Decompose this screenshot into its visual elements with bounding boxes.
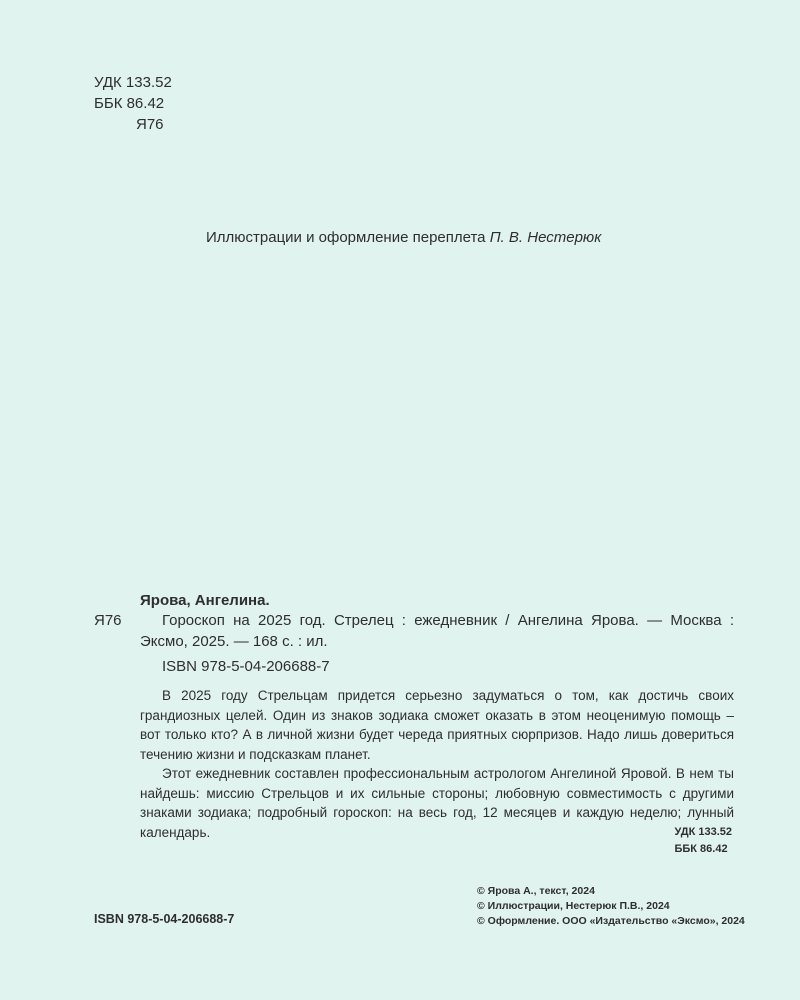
copyright-line: © Оформление. ООО «Издательство «Эксмо», 2024 xyxy=(477,915,745,927)
catalog-isbn: ISBN 978-5-04-206688-7 xyxy=(162,658,330,675)
credit-prefix: Иллюстрации и оформление переплета xyxy=(206,229,486,246)
catalog-bbk: ББК 86.42 xyxy=(674,843,728,855)
classification-block xyxy=(94,72,172,135)
catalog-udk: УДК 133.52 xyxy=(674,826,732,838)
catalog-annotation xyxy=(140,686,734,842)
catalog-classification xyxy=(674,824,732,858)
catalog-entry: Гороскоп на 2025 год. Стрелец : ежедневник / Ангелина Ярова. — Москва : Эксмо, 2025. — 168 с. : ил. xyxy=(140,612,734,650)
catalog-author-heading: Ярова, Ангелина. xyxy=(140,592,270,609)
copyright-line: © Ярова А., текст, 2024 xyxy=(477,885,595,897)
illustration-credit xyxy=(206,229,601,246)
footer-isbn: ISBN 978-5-04-206688-7 xyxy=(94,912,235,926)
author-mark: Я76 xyxy=(136,116,164,133)
copyright-block xyxy=(477,884,745,929)
illustrator-name: П. В. Нестерюк xyxy=(489,229,602,246)
udk-code: УДК 133.52 xyxy=(94,74,172,91)
copyright-line: © Иллюстрации, Нестерюк П.В., 2024 xyxy=(477,900,670,912)
bbk-code: ББК 86.42 xyxy=(94,95,165,112)
annotation-paragraph: Этот ежедневник составлен профессиональным астрологом Ангелиной Яровой. В нем ты найдешь: миссию Стрельцов и их сильные стороны; любовную совместимость с другими знаками зодиака; подробный гороскоп: на весь год, 12 месяцев и каждую неделю; лунный календарь. xyxy=(140,766,734,840)
catalog-author-mark: Я76 xyxy=(94,612,122,629)
annotation-paragraph: В 2025 году Стрельцам придется серьезно задуматься о том, как достичь своих грандиозных целей. Один из знаков зодиака сможет оказать в этом неоценимую помощь – вот только кто? А в личной жизни будет череда приятных сюрпризов. Надо лишь довериться течению жизни и подсказкам планет. xyxy=(140,688,734,762)
